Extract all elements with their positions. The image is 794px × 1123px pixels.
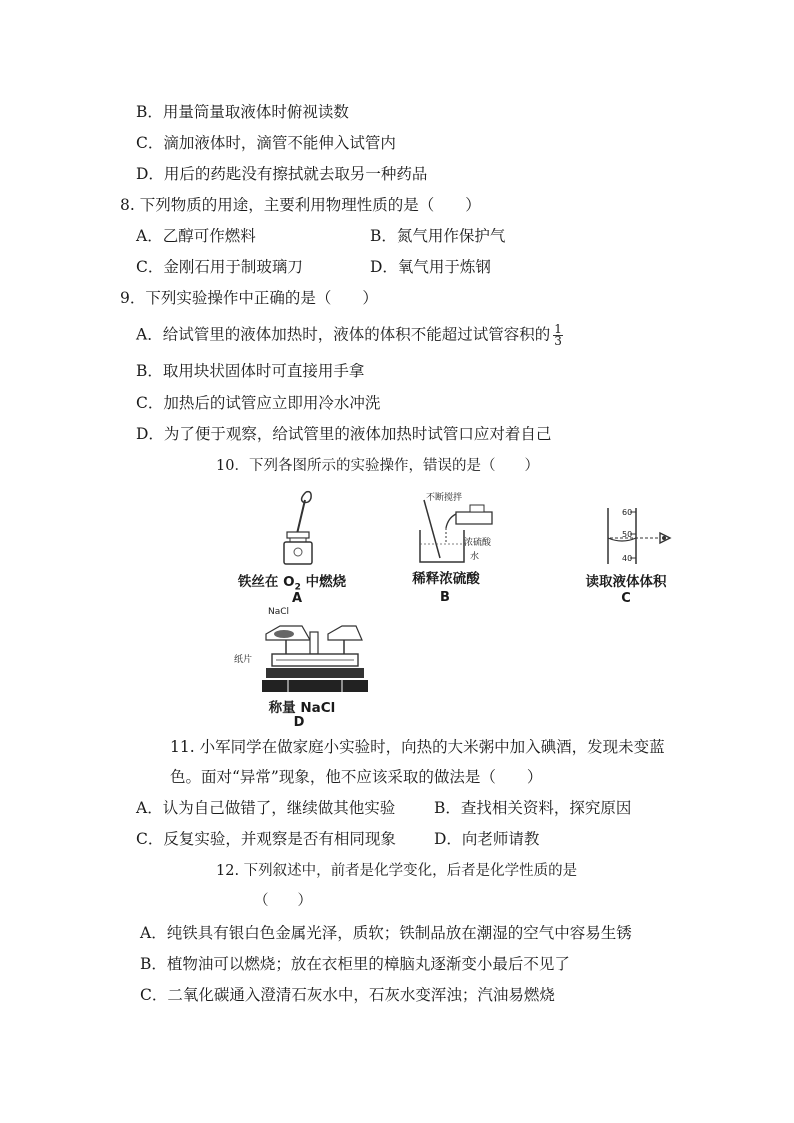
q12-stem: 12. 下列叙述中，前者是化学变化，后者是化学性质的是 <box>216 863 578 879</box>
tick-label-50: 50 <box>622 530 633 539</box>
figure-a-letter: A <box>291 591 303 606</box>
q11-option-d: D．向老师请教 <box>434 830 540 848</box>
q10-stem: 10．下列各图所示的实验操作，错误的是（ ） <box>216 458 539 474</box>
label-water: 水 <box>470 552 480 562</box>
q12-option-b: B．植物油可以燃烧；放在衣柜里的樟脑丸逐渐变小最后不见了 <box>140 955 570 973</box>
q8-option-a: A．乙醇可作燃料 <box>136 227 256 245</box>
tick-label-60: 60 <box>622 508 633 517</box>
label-stir-continuously: 不断搅拌 <box>426 493 463 503</box>
figure-a-caption-pre: 铁丝在 O <box>237 574 295 590</box>
figure-b-caption: 稀释浓硫酸 <box>412 571 480 587</box>
figure-a-caption-subscript: 2 <box>294 582 301 593</box>
q11-option-a: A．认为自己做错了，继续做其他实验 <box>136 799 396 817</box>
q9-option-d: D．为了便于观察，给试管里的液体加热时试管口应对着自己 <box>136 425 552 443</box>
q12-answer-paren: （ ） <box>254 893 312 909</box>
q9-option-b: B．取用块状固体时可直接用手拿 <box>136 362 365 380</box>
q12-option-c: C．二氧化碳通入澄清石灰水中，石灰水变浑浊；汽油易燃烧 <box>140 986 555 1004</box>
q9-stem: 9．下列实验操作中正确的是（ ） <box>120 289 378 307</box>
q11-stem-line1: 11. 小军同学在做家庭小实验时，向热的大米粥中加入碘酒，发现未变蓝 <box>170 738 665 756</box>
q11-stem-line2: 色。面对“异常”现象，他不应该采取的做法是（ ） <box>170 768 543 786</box>
figure-a-caption <box>232 570 352 593</box>
figure-b-letter: B <box>440 590 450 605</box>
graduated-cylinder-reading-illustration <box>596 504 676 570</box>
figure-d-caption: 称量 NaCl <box>268 700 336 716</box>
q8-option-c: C．金刚石用于制玻璃刀 <box>136 258 303 276</box>
fraction-numerator: 1 <box>554 322 562 336</box>
q8-stem: 8. 下列物质的用途，主要利用物理性质的是（ ） <box>120 196 481 214</box>
q8-option-b: B．氮气用作保护气 <box>370 227 506 245</box>
q9-option-c: C．加热后的试管应立即用冷水冲洗 <box>136 394 381 412</box>
q12-option-a: A．纯铁具有银白色金属光泽，质软；铁制品放在潮湿的空气中容易生锈 <box>140 924 632 942</box>
q7-option-d: D．用后的药匙没有擦拭就去取另一种药品 <box>136 165 428 183</box>
q7-option-b: B．用量筒量取液体时俯视读数 <box>136 103 349 121</box>
figure-a-caption-post: 中燃烧 <box>300 574 347 590</box>
iron-wire-combustion-illustration <box>270 488 330 568</box>
label-concentrated-acid: 浓硫酸 <box>464 538 492 548</box>
q9-option-a <box>136 324 563 347</box>
figure-c-letter: C <box>621 591 631 606</box>
q9-option-a-text: A．给试管里的液体加热时，液体的体积不能超过试管容积的 <box>136 325 551 344</box>
figure-c-caption: 读取液体体积 <box>585 574 667 590</box>
q7-option-c: C．滴加液体时，滴管不能伸入试管内 <box>136 134 396 152</box>
q8-option-d: D．氧气用于炼钢 <box>370 258 491 276</box>
figure-d-letter: D <box>293 715 305 730</box>
label-nacl: NaCl <box>268 607 290 617</box>
fraction-denominator: 3 <box>554 334 562 348</box>
balance-weighing-illustration <box>258 612 368 698</box>
tick-label-40: 40 <box>622 554 633 563</box>
one-third-fraction <box>553 324 563 347</box>
label-paper-sheet: 纸片 <box>234 655 253 665</box>
q11-option-b: B．查找相关资料，探究原因 <box>434 799 632 817</box>
q11-option-c: C．反复实验，并观察是否有相同现象 <box>136 830 396 848</box>
